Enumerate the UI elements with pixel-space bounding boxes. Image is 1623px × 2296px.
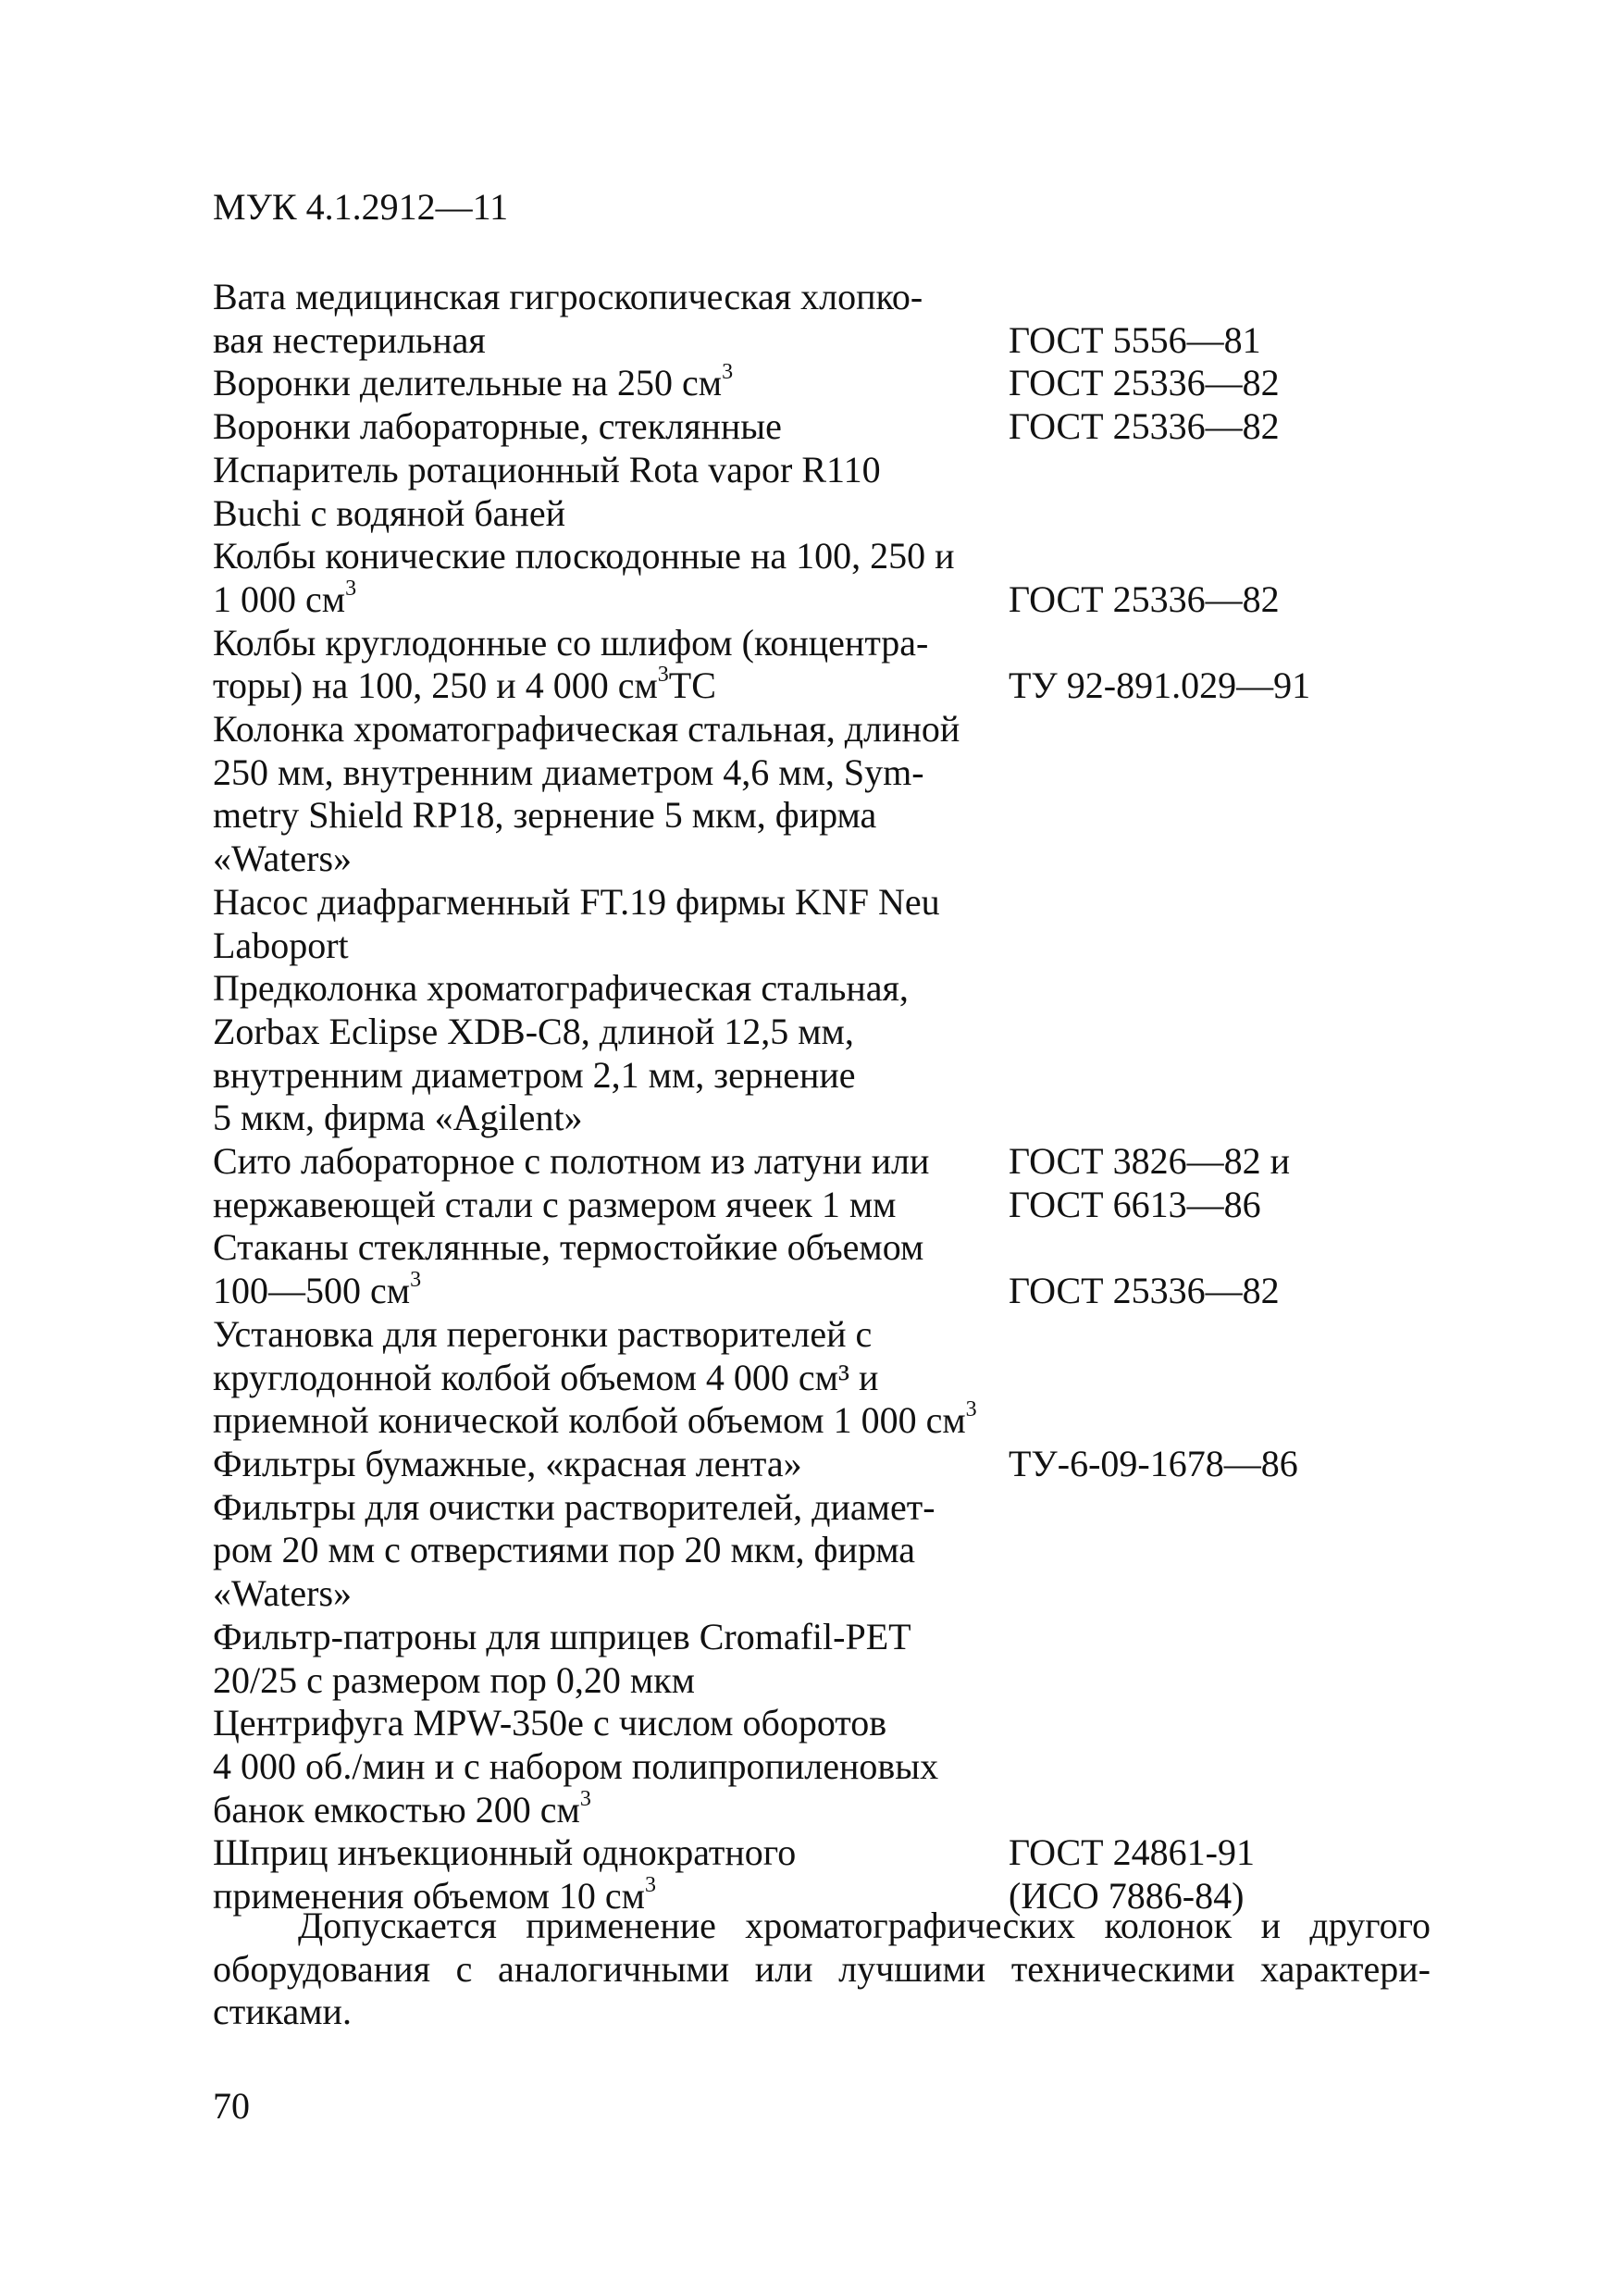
- equipment-name: [213, 276, 1009, 362]
- equipment-name-text: Установка для перегонки растворителей с: [213, 1312, 873, 1355]
- page-number: 70: [213, 2085, 250, 2127]
- equipment-name-text: Колонка хроматографическая стальная, длиной: [213, 708, 960, 751]
- equipment-name-line: [213, 449, 1009, 492]
- equipment-name-text: 250 мм, внутренним диаметром 4,6 мм, Sym-: [213, 751, 924, 793]
- equipment-name-line: [213, 362, 1009, 405]
- equipment-name-text: банок емкостью 200 см: [213, 1788, 580, 1831]
- equipment-name-line: [213, 1399, 1009, 1443]
- equipment-name-line: [213, 1572, 1009, 1616]
- equipment-standard: [1009, 664, 1360, 708]
- equipment-name-line: [213, 838, 1009, 881]
- equipment-name-text: нержавеющей стали с размером ячеек 1 мм: [213, 1183, 897, 1225]
- equipment-item: [213, 1313, 1360, 1443]
- equipment-name-line: [213, 751, 1009, 795]
- equipment-name: [213, 1140, 1009, 1226]
- equipment-name-text: Laboport: [213, 924, 349, 966]
- equipment-name: [213, 1702, 1009, 1831]
- equipment-name-text: 1 000 см: [213, 577, 346, 620]
- standard-reference: ГОСТ 6613—86: [1009, 1183, 1261, 1225]
- equipment-list: [213, 276, 1360, 1918]
- equipment-name: [213, 881, 1009, 967]
- equipment-name: [213, 708, 1009, 881]
- equipment-name: [213, 1443, 1009, 1486]
- equipment-name-line: [213, 578, 1009, 622]
- note-paragraph: Допускается применение хроматографических колонок и другого оборудования с аналогичными или лучшими техническими характери-стиками.: [213, 1905, 1431, 2032]
- equipment-item: [213, 1486, 1360, 1616]
- equipment-name: [213, 1616, 1009, 1702]
- equipment-name: [213, 535, 1009, 621]
- unit-exponent: 3: [579, 1786, 591, 1811]
- standard-reference: ГОСТ 5556—81: [1009, 318, 1261, 361]
- equipment-item: [213, 362, 1360, 405]
- equipment-name-text: Воронки лабораторные, стеклянные: [213, 405, 782, 448]
- standard-reference: ТУ 92-891.029—91: [1009, 664, 1311, 707]
- unit-exponent: 3: [722, 360, 734, 385]
- equipment-item: [213, 967, 1360, 1140]
- standard-reference: ГОСТ 25336—82: [1009, 405, 1280, 448]
- equipment-item: [213, 1226, 1360, 1312]
- equipment-name-text: ром 20 мм с отверстиями пор 20 мкм, фирма: [213, 1529, 916, 1571]
- equipment-name-line: [213, 794, 1009, 838]
- equipment-name-text: 20/25 с размером пор 0,20 мкм: [213, 1658, 695, 1701]
- equipment-name-line: [213, 925, 1009, 968]
- equipment-name-text: внутренним диаметром 2,1 мм, зернение: [213, 1053, 856, 1096]
- equipment-item: [213, 622, 1360, 708]
- equipment-name-line: [213, 535, 1009, 578]
- equipment-standard: [1009, 319, 1360, 363]
- unit-exponent: 3: [345, 576, 357, 601]
- equipment-name-line: [213, 1745, 1009, 1789]
- equipment-name-line: [213, 1786, 1009, 1832]
- equipment-name-text: вая нестерильная: [213, 318, 486, 361]
- equipment-name-suffix: ТС: [668, 664, 716, 707]
- equipment-name-text: Колбы конические плоскодонные на 100, 250 и: [213, 535, 955, 577]
- equipment-name-line: [213, 405, 1009, 449]
- equipment-name-text: Центрифуга MPW-350e с числом оборотов: [213, 1702, 887, 1744]
- equipment-name-line: [213, 276, 1009, 319]
- equipment-name-line: [213, 1226, 1009, 1270]
- equipment-name-text: Фильтры для очистки растворителей, диамет-: [213, 1485, 935, 1528]
- equipment-name-text: торы) на 100, 250 и 4 000 см: [213, 664, 658, 707]
- equipment-standard: [1009, 578, 1360, 622]
- unit-exponent: 3: [657, 663, 669, 688]
- equipment-item: [213, 1443, 1360, 1486]
- equipment-standard: [1009, 362, 1360, 405]
- equipment-name-line: [213, 1140, 1009, 1184]
- equipment-name-text: Насос диафрагменный FT.19 фирмы KNF Neu: [213, 880, 940, 923]
- equipment-name-text: Стаканы стеклянные, термостойкие объемом: [213, 1226, 924, 1269]
- equipment-name: [213, 967, 1009, 1140]
- equipment-item: [213, 1702, 1360, 1831]
- equipment-name-text: Вата медицинская гигроскопическая хлопко-: [213, 276, 923, 317]
- standard-reference: (ИСО 7886-84): [1009, 1875, 1245, 1917]
- equipment-item: [213, 276, 1360, 362]
- equipment-name-text: Buchi с водяной баней: [213, 491, 565, 534]
- equipment-name: [213, 449, 1009, 535]
- equipment-name: [213, 622, 1009, 708]
- equipment-name-line: [213, 622, 1009, 665]
- equipment-name: [213, 1226, 1009, 1312]
- standard-reference: ГОСТ 25336—82: [1009, 1270, 1280, 1312]
- equipment-name-line: [213, 1529, 1009, 1572]
- equipment-name-line: [213, 1054, 1009, 1098]
- equipment-name: [213, 1313, 1009, 1443]
- equipment-item: [213, 449, 1360, 535]
- equipment-name-text: Сито лабораторное с полотном из латуни или: [213, 1140, 930, 1183]
- standard-reference: ГОСТ 3826—82 и: [1009, 1140, 1291, 1183]
- equipment-item: [213, 1616, 1360, 1702]
- equipment-standard: [1009, 1443, 1360, 1486]
- equipment-name-text: metry Shield RP18, зернение 5 мкм, фирма: [213, 794, 877, 837]
- document-code: МУК 4.1.2912—11: [213, 186, 509, 228]
- equipment-name-line: [213, 1486, 1009, 1530]
- equipment-name-line: [213, 1184, 1009, 1227]
- equipment-name-text: Предколонка хроматографическая стальная,: [213, 967, 909, 1010]
- equipment-name-line: [213, 1831, 1009, 1875]
- equipment-name: [213, 405, 1009, 449]
- equipment-name-text: 100—500 см: [213, 1270, 411, 1312]
- standard-reference: ТУ-6-09-1678—86: [1009, 1442, 1298, 1484]
- equipment-name-text: приемной конической колбой объемом 1 000 см: [213, 1399, 966, 1442]
- equipment-standard: [1009, 1140, 1360, 1226]
- standard-reference: ГОСТ 25336—82: [1009, 362, 1280, 404]
- equipment-item: [213, 405, 1360, 449]
- equipment-name-text: применения объемом 10 см: [213, 1875, 645, 1917]
- equipment-name-text: «Waters»: [213, 838, 353, 880]
- equipment-name-line: [213, 881, 1009, 925]
- equipment-name-text: 5 мкм, фирма «Agilent»: [213, 1097, 583, 1139]
- equipment-name-line: [213, 1313, 1009, 1357]
- equipment-name-line: [213, 1443, 1009, 1486]
- equipment-item: [213, 881, 1360, 967]
- equipment-name-text: Воронки делительные на 250 см: [213, 362, 723, 404]
- equipment-item: [213, 1140, 1360, 1226]
- equipment-name-line: [213, 1097, 1009, 1140]
- equipment-name-line: [213, 319, 1009, 363]
- equipment-name-line: [213, 1011, 1009, 1054]
- standard-reference: ГОСТ 24861-91: [1009, 1831, 1255, 1874]
- unit-exponent: 3: [644, 1873, 656, 1898]
- standard-reference: ГОСТ 25336—82: [1009, 577, 1280, 620]
- unit-exponent: 3: [410, 1268, 422, 1293]
- equipment-name-line: [213, 1270, 1009, 1313]
- equipment-name-line: [213, 1659, 1009, 1703]
- unit-exponent: 3: [965, 1397, 977, 1422]
- equipment-name: [213, 362, 1009, 405]
- equipment-name-text: Шприц инъекционный однократного: [213, 1831, 797, 1874]
- equipment-name-text: Колбы круглодонные со шлифом (концентра-: [213, 621, 929, 664]
- equipment-name-line: [213, 967, 1009, 1011]
- equipment-name-line: [213, 664, 1009, 708]
- equipment-name-line: [213, 1702, 1009, 1745]
- equipment-name-line: [213, 1357, 1009, 1400]
- equipment-item: [213, 535, 1360, 621]
- equipment-name-text: круглодонной колбой объемом 4 000 см³ и: [213, 1356, 879, 1398]
- equipment-name-text: 4 000 об./мин и с набором полипропиленовых: [213, 1744, 939, 1787]
- equipment-name-text: Фильтры бумажные, «красная лента»: [213, 1442, 802, 1484]
- equipment-name-text: Фильтр-патроны для шприцев Cromafil-PET: [213, 1615, 911, 1657]
- equipment-name-line: [213, 492, 1009, 536]
- equipment-standard: [1009, 1270, 1360, 1313]
- equipment-name-line: [213, 1616, 1009, 1659]
- equipment-standard: [1009, 405, 1360, 449]
- equipment-name: [213, 1486, 1009, 1616]
- equipment-name-text: Испаритель ротационный Rota vapor R110: [213, 448, 881, 490]
- equipment-name-text: Zorbax Eclipse XDB-C8, длиной 12,5 мм,: [213, 1010, 854, 1052]
- equipment-name-line: [213, 708, 1009, 751]
- equipment-item: [213, 708, 1360, 881]
- equipment-name-text: «Waters»: [213, 1572, 353, 1615]
